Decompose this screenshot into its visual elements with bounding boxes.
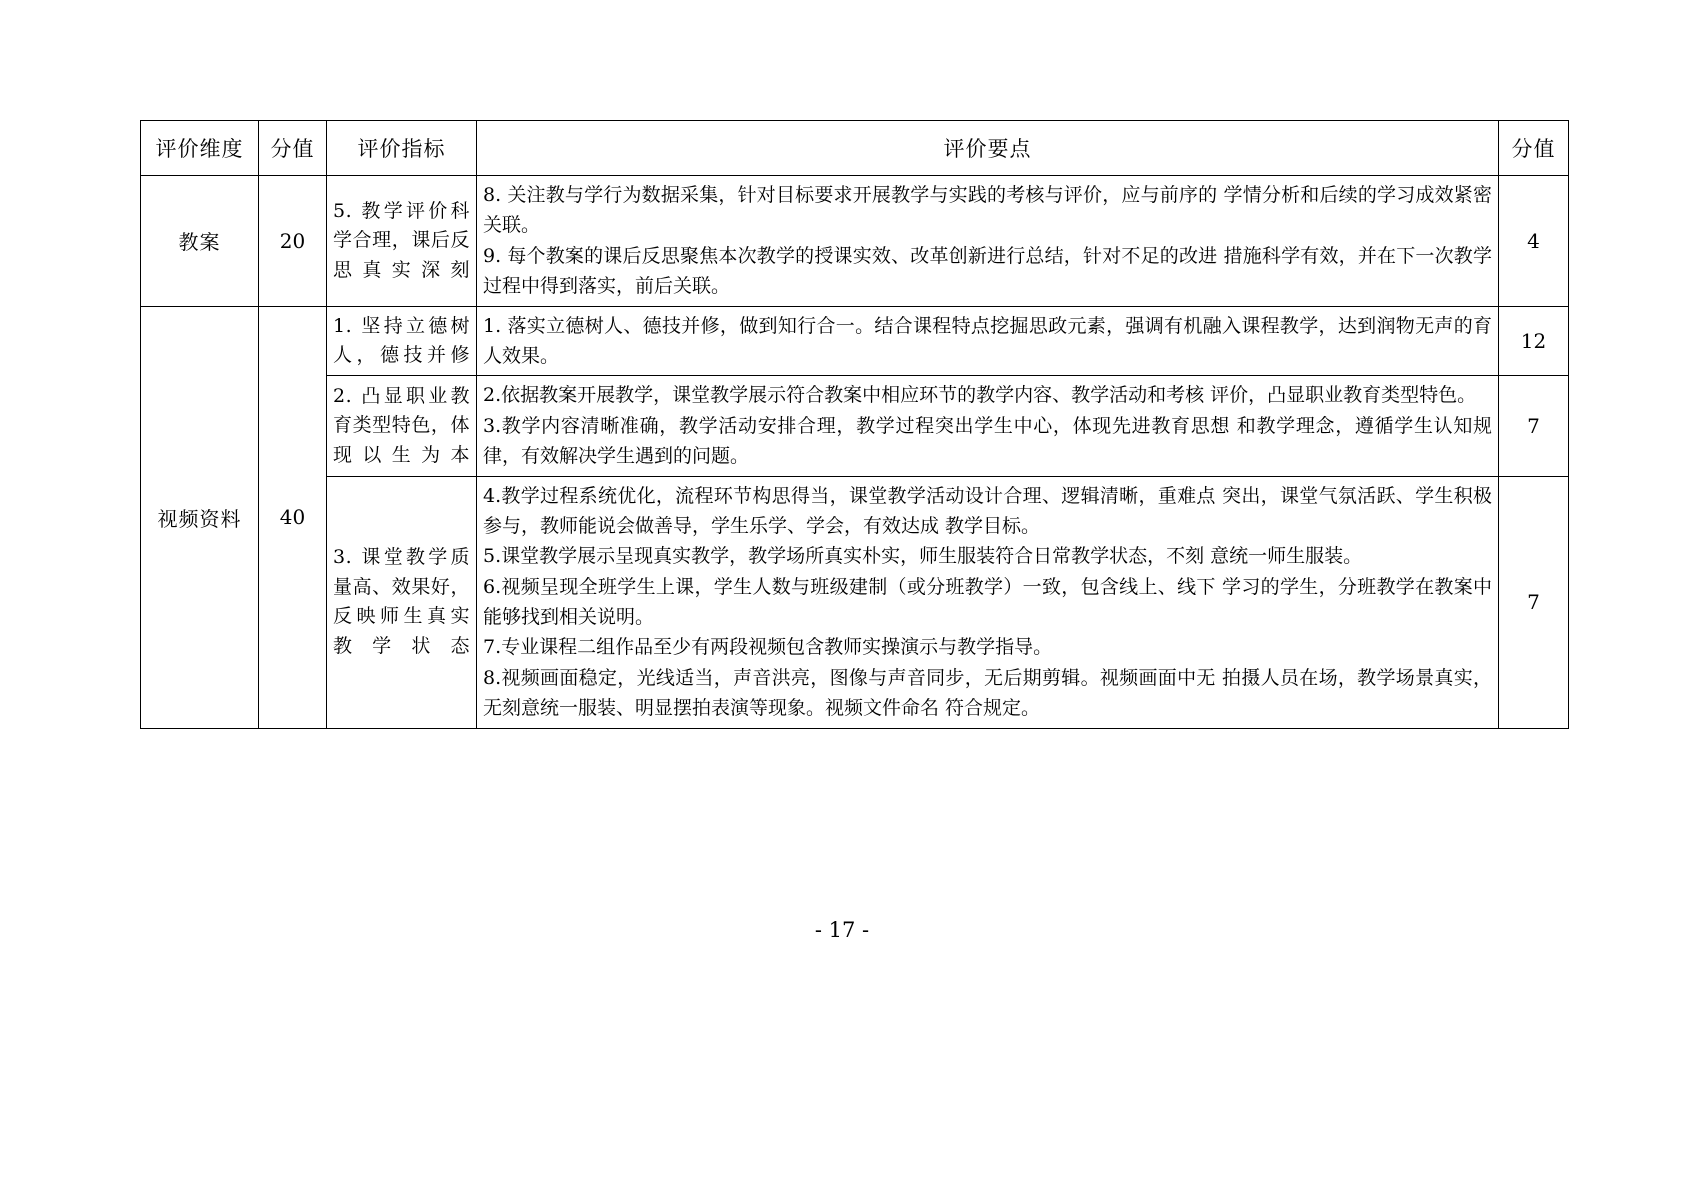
header-score-1: 分值	[259, 121, 327, 176]
table-row	[141, 176, 1569, 307]
cell-points-jiaoan	[477, 176, 1499, 307]
point-item: 6.视频呈现全班学生上课，学生人数与班级建制（或分班教学）一致，包含线上、线下 学习的学生，分班教学在教案中能够找到相关说明。	[483, 575, 1492, 629]
table-row	[141, 376, 1569, 476]
cell-points-score-1: 12	[1499, 306, 1569, 376]
cell-points-score-2: 7	[1499, 376, 1569, 476]
header-points: 评价要点	[477, 121, 1499, 176]
header-dimension: 评价维度	[141, 121, 259, 176]
point-item: 4.教学过程系统优化，流程环节构思得当，课堂教学活动设计合理、逻辑清晰，重难点 突出，课堂气氛活跃、学生积极参与，教师能说会做善导，学生乐学、学会，有效达成 教学目标。	[483, 484, 1492, 537]
table-row	[141, 476, 1569, 728]
cell-points-1	[477, 306, 1499, 376]
point-item: 1. 落实立德树人、德技并修，做到知行合一。结合课程特点挖掘思政元素，强调有机融入课程教学，达到润物无声的育人效果。	[483, 314, 1492, 367]
point-item: 9. 每个教案的课后反思聚焦本次教学的授课实效、改革创新进行总结，针对不足的改进 措施科学有效，并在下一次教学过程中得到落实，前后关联。	[483, 244, 1492, 298]
cell-dimension-score-video: 40	[259, 306, 327, 728]
cell-indicator-3: 3. 课堂教学质量高、效果好，反映师生真实 教学状态	[327, 476, 477, 728]
table-header-row	[141, 121, 1569, 176]
cell-dimension-score-jiaoan: 20	[259, 176, 327, 307]
cell-dimension-video: 视频资料	[141, 306, 259, 728]
evaluation-table	[140, 120, 1569, 729]
cell-points-3	[477, 476, 1499, 728]
point-item: 5.课堂教学展示呈现真实教学，教学场所真实朴实，师生服装符合日常教学状态，不刻 意统一师生服装。	[483, 545, 1363, 568]
cell-indicator-5: 5. 教学评价科学合理，课后反思真实深刻	[327, 176, 477, 307]
point-item: 8.视频画面稳定，光线适当，声音洪亮，图像与声音同步，无后期剪辑。视频画面中无 拍摄人员在场，教学场景真实，无刻意统一服装、明显摆拍表演等现象。视频文件命名 符合规定。	[483, 666, 1492, 720]
cell-points-score-jiaoan: 4	[1499, 176, 1569, 307]
evaluation-table-wrapper	[140, 120, 1568, 729]
point-item: 7.专业课程二组作品至少有两段视频包含教师实操演示与教学指导。	[483, 636, 1053, 659]
cell-points-score-3: 7	[1499, 476, 1569, 728]
header-score-2: 分值	[1499, 121, 1569, 176]
cell-dimension-jiaoan: 教案	[141, 176, 259, 307]
table-row	[141, 306, 1569, 376]
cell-points-2	[477, 376, 1499, 476]
page-number: - 17 -	[814, 918, 870, 942]
point-item: 2.依据教案开展教学，课堂教学展示符合教案中相应环节的教学内容、教学活动和考核 评价，凸显职业教育类型特色。	[483, 384, 1477, 407]
cell-indicator-1: 1. 坚持立德树 人，德技并修	[327, 306, 477, 376]
point-item: 3.教学内容清晰准确，教学活动安排合理，教学过程突出学生中心，体现先进教育思想 和教学理念，遵循学生认知规律，有效解决学生遇到的问题。	[483, 414, 1492, 468]
header-indicator: 评价指标	[327, 121, 477, 176]
cell-indicator-2: 2. 凸显职业教育类型特色，体现以生为本	[327, 376, 477, 476]
point-item: 8. 关注教与学行为数据采集，针对目标要求开展教学与实践的考核与评价，应与前序的 学情分析和后续的学习成效紧密关联。	[483, 184, 1492, 237]
